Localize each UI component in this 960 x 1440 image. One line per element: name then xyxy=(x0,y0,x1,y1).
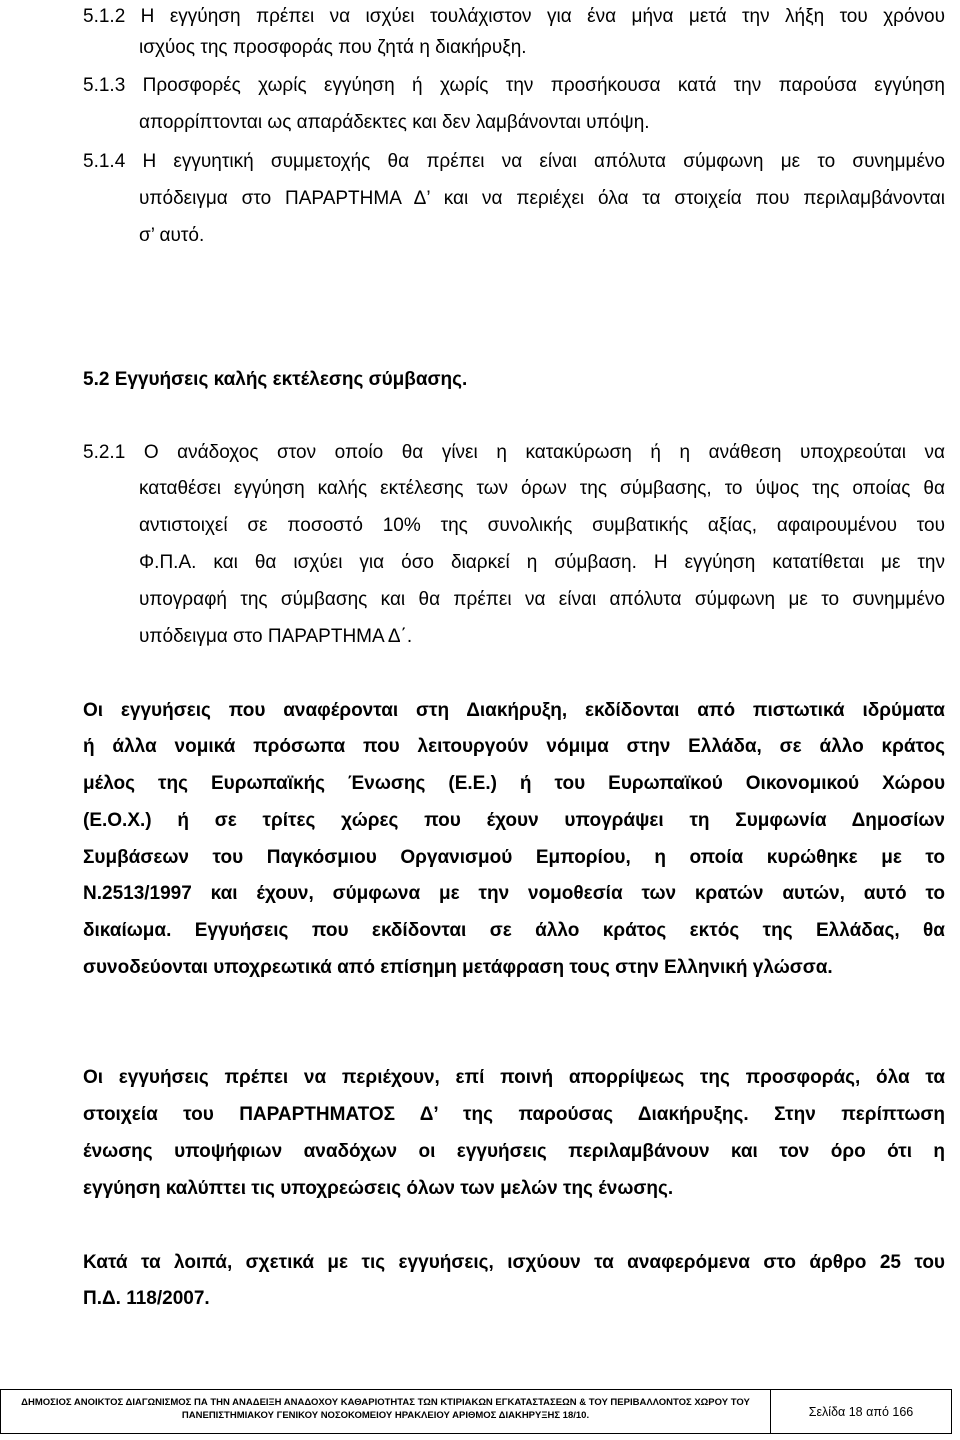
guarantees-paragraph-line: συνοδεύονται υποχρεωτικά από επίσημη μετάφραση τους στην Ελληνική γλώσσα. xyxy=(83,957,833,978)
guarantees-paragraph-line: Οι εγγυήσεις που αναφέρονται στη Διακήρυξη, εκδίδονται από πιστωτικά ιδρύματα xyxy=(83,700,945,721)
clause-5-1-3-line-1: 5.1.3 Προσφορές χωρίς εγγύηση ή χωρίς την προσήκουσα κατά την παρούσα εγγύηση xyxy=(83,75,945,96)
page-number: Σελίδα 18 από 166 xyxy=(808,1404,914,1419)
footer-title-line-2: ΠΑΝΕΠΙΣΤΗΜΙΑΚΟΥ ΓΕΝΙΚΟΥ ΝΟΣΟΚΟΜΕΙΟΥ ΗΡΑΚΛΕΙΟΥ ΑΡΙΘΜΟΣ ΔΙΑΚΗΡΥΞΗΣ 18/10. xyxy=(181,1410,590,1421)
clause-5-1-4-line-1: 5.1.4 Η εγγυητική συμμετοχής θα πρέπει να είναι απόλυτα σύμφωνη με το συνημμένο xyxy=(83,151,945,172)
clause-5-2-1-line-6: υπόδειγμα στο ΠΑΡΑΡΤΗΜΑ Δ΄. xyxy=(139,626,413,647)
other-provisions-line: Κατά τα λοιπά, σχετικά με τις εγγυήσεις, ισχύουν τα αναφερόμενα στο άρθρο 25 του xyxy=(83,1252,945,1273)
footer-tender-title xyxy=(1,1390,771,1433)
guarantees-paragraph-line: Συμβάσεων του Παγκόσμιου Οργανισμού Εμπορίου, η οποία κυρώθηκε με το xyxy=(83,847,945,868)
requirements-paragraph-line: στοιχεία του ΠΑΡΑΡΤΗΜΑΤΟΣ Δ’ της παρούσας Διακήρυξης. Στην περίπτωση xyxy=(83,1104,945,1125)
clause-5-1-4-line-2: υπόδειγμα στο ΠΑΡΑΡΤΗΜΑ Δ’ και να περιέχει όλα τα στοιχεία που περιλαμβάνονται xyxy=(139,188,945,209)
requirements-paragraph-line: ένωσης υποψήφιων αναδόχων οι εγγυήσεις περιλαμβάνουν και τον όρο ότι η xyxy=(83,1141,945,1162)
requirements-paragraph-line: εγγύηση καλύπτει τις υποχρεώσεις όλων των μελών της ένωσης. xyxy=(83,1178,674,1199)
page-footer xyxy=(0,1389,952,1434)
clause-5-2-1-line-2: καταθέσει εγγύηση καλής εκτέλεσης των όρων της σύμβασης, το ύψος της οποίας θα xyxy=(139,478,945,499)
clause-5-2-1-line-1: 5.2.1 Ο ανάδοχος στον οποίο θα γίνει η κατακύρωση ή η ανάθεση υποχρεούται να xyxy=(83,442,945,463)
requirements-paragraph-line: Οι εγγυήσεις πρέπει να περιέχουν, επί ποινή απορρίψεως της προσφοράς, όλα τα xyxy=(83,1067,945,1088)
section-heading-5-2: 5.2 Εγγυήσεις καλής εκτέλεσης σύμβασης. xyxy=(83,369,468,390)
guarantees-paragraph-line: ή άλλα νομικά πρόσωπα που λειτουργούν νόμιμα στην Ελλάδα, σε άλλο κράτος xyxy=(83,736,945,757)
clause-5-2-1-line-4: Φ.Π.Α. και θα ισχύει για όσο διαρκεί η σύμβαση. Η εγγύηση κατατίθεται με την xyxy=(139,552,945,573)
clause-5-1-2-line-2: ισχύος της προσφοράς που ζητά η διακήρυξη. xyxy=(139,37,527,58)
other-provisions-line: Π.Δ. 118/2007. xyxy=(83,1288,210,1309)
guarantees-paragraph-line: μέλος της Ευρωπαϊκής Ένωσης (Ε.Ε.) ή του Ευρωπαϊκού Οικονομικού Χώρου xyxy=(83,773,945,794)
clause-5-2-1-line-3: αντιστοιχεί σε ποσοστό 10% της συνολικής συμβατικής αξίας, αφαιρουμένου του xyxy=(139,515,945,536)
guarantees-paragraph-line: Ν.2513/1997 και έχουν, σύμφωνα με την νομοθεσία των κρατών αυτών, αυτό το xyxy=(83,883,945,904)
clause-5-1-3-line-2: απορρίπτονται ως απαράδεκτες και δεν λαμβάνονται υπόψη. xyxy=(139,112,650,133)
guarantees-paragraph-line: δικαίωμα. Εγγυήσεις που εκδίδονται σε άλλο κράτος εκτός της Ελλάδας, θα xyxy=(83,920,945,941)
clause-5-2-1-line-5: υπογραφή της σύμβασης και θα πρέπει να είναι απόλυτα σύμφωνη με το συνημμένο xyxy=(139,589,945,610)
footer-title-line-1: ΔΗΜΟΣΙΟΣ ΑΝΟΙΚΤΟΣ ΔΙΑΓΩΝΙΣΜΟΣ ΠΑ ΤΗΝ ΑΝΑΔΕΙΞΗ ΑΝΑΔΟΧΟΥ ΚΑΘΑΡΙΟΤΗΤΑΣ ΤΩΝ ΚΤΙΡΙΑΚΩΝ ΕΓΚΑΤΑΣΤΑΣΕΩΝ & ΤΟΥ ΠΕΡΙΒΑΛΛΟΝΤΟΣ ΧΩΡΟΥ ΤΟΥ xyxy=(21,1397,750,1408)
clause-5-1-4-line-3: σ’ αυτό. xyxy=(139,225,205,246)
clause-5-1-2-line-1: 5.1.2 Η εγγύηση πρέπει να ισχύει τουλάχιστον για ένα μήνα μετά την λήξη του χρόνου xyxy=(83,6,945,27)
guarantees-paragraph-line: (Ε.Ο.Χ.) ή σε τρίτες χώρες που έχουν υπογράψει τη Συμφωνία Δημοσίων xyxy=(83,810,945,831)
